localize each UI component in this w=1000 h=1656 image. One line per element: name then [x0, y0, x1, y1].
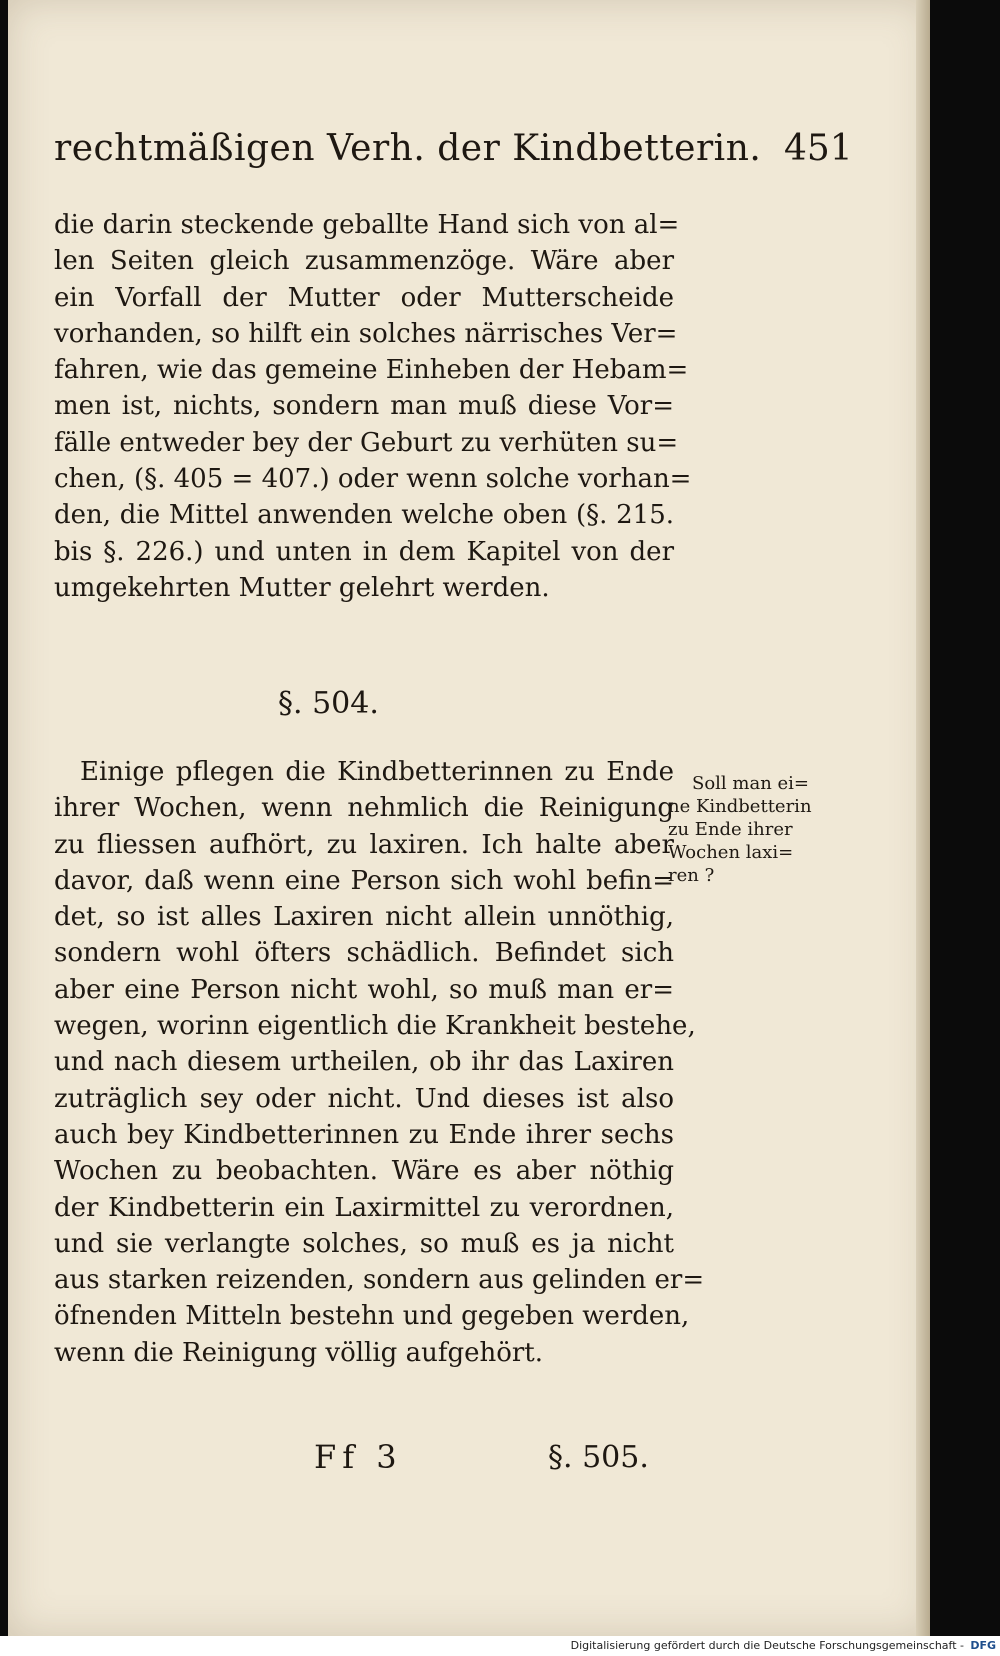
text-line: auch bey Kindbetterinnen zu Ende ihrer sechs — [54, 1119, 674, 1150]
text-line: und nach diesem urtheilen, ob ihr das Laxiren — [54, 1047, 674, 1078]
section-title: §. 504. — [278, 686, 379, 721]
text-line: chen, (§. 405 = 407.) oder wenn solche vorhan= — [54, 464, 692, 495]
text-line: die darin steckende geballte Hand sich von al= — [54, 210, 680, 240]
printer-signature: Ff 3 — [314, 1438, 403, 1476]
text-line: Wochen zu beobachten. Wäre es aber nöthig — [54, 1156, 674, 1187]
text-line: öfnenden Mitteln bestehn und gegeben werden, — [54, 1301, 690, 1332]
footer-credit: Digitalisierung gefördert durch die Deutsche Forschungsgemeinschaft - — [570, 1639, 964, 1652]
digitization-footer — [0, 1636, 1000, 1656]
marginal-note-line: zu Ende ihrer — [668, 819, 793, 840]
marginal-note-line: Wochen laxi= — [668, 842, 794, 863]
marginal-note — [668, 772, 838, 887]
text-line: men ist, nichts, sondern man muß diese Vor= — [54, 391, 674, 422]
text-line: umgekehrten Mutter gelehrt werden. — [54, 572, 550, 603]
text-line: wenn die Reinigung völlig aufgehört. — [54, 1337, 544, 1368]
book-page — [8, 0, 930, 1636]
text-line: der Kindbetterin ein Laxirmittel zu verordnen, — [54, 1192, 674, 1223]
text-line: sondern wohl öfters schädlich. Befindet sich — [54, 938, 674, 969]
text-line: den, die Mittel anwenden welche oben (§. 215. — [54, 500, 674, 531]
marginal-note-line: ren ? — [668, 865, 715, 886]
dfg-logo: DFG — [970, 1639, 996, 1652]
text-line: zuträglich sey oder nicht. Und dieses ist also — [54, 1083, 674, 1114]
page-header — [54, 128, 854, 188]
text-line: aus starken reizenden, sondern aus gelinden er= — [54, 1265, 705, 1296]
text-line: aber eine Person nicht wohl, so muß man er= — [54, 974, 674, 1005]
marginal-note-line: ne Kindbetterin — [668, 796, 812, 817]
text-line: fahren, wie das gemeine Einheben der Hebam= — [54, 355, 689, 386]
page-spine-edge — [916, 0, 930, 1636]
page-number: 451 — [784, 128, 853, 169]
text-line: Einige pflegen die Kindbetterinnen zu Ende — [80, 757, 674, 787]
running-head: rechtmäßigen Verh. der Kindbetterin. — [54, 128, 762, 169]
text-line: und sie verlangte solches, so muß es ja nicht — [54, 1228, 674, 1259]
text-line: davor, daß wenn eine Person sich wohl befin= — [54, 865, 674, 896]
text-line: fälle entweder bey der Geburt zu verhüten su= — [54, 427, 679, 458]
text-line: bis §. 226.) und unten in dem Kapitel von der — [54, 536, 674, 567]
catchword: §. 505. — [548, 1440, 649, 1475]
paragraph-continued — [54, 207, 692, 606]
text-line: zu fliessen aufhört, zu laxiren. Ich halte aber — [54, 829, 674, 860]
text-line: ihrer Wochen, wenn nehmlich die Reinigung — [54, 793, 674, 824]
text-line: det, so ist alles Laxiren nicht allein unnöthig, — [54, 902, 674, 933]
text-line: wegen, worinn eigentlich die Krankheit bestehe, — [54, 1011, 696, 1042]
paragraph-section-504 — [54, 754, 705, 1371]
text-line: len Seiten gleich zusammenzöge. Wäre aber — [54, 246, 674, 277]
text-line: vorhanden, so hilft ein solches närrisches Ver= — [54, 318, 678, 349]
text-line: ein Vorfall der Mutter oder Mutterscheide — [54, 282, 674, 313]
marginal-note-line: Soll man ei= — [692, 773, 810, 794]
